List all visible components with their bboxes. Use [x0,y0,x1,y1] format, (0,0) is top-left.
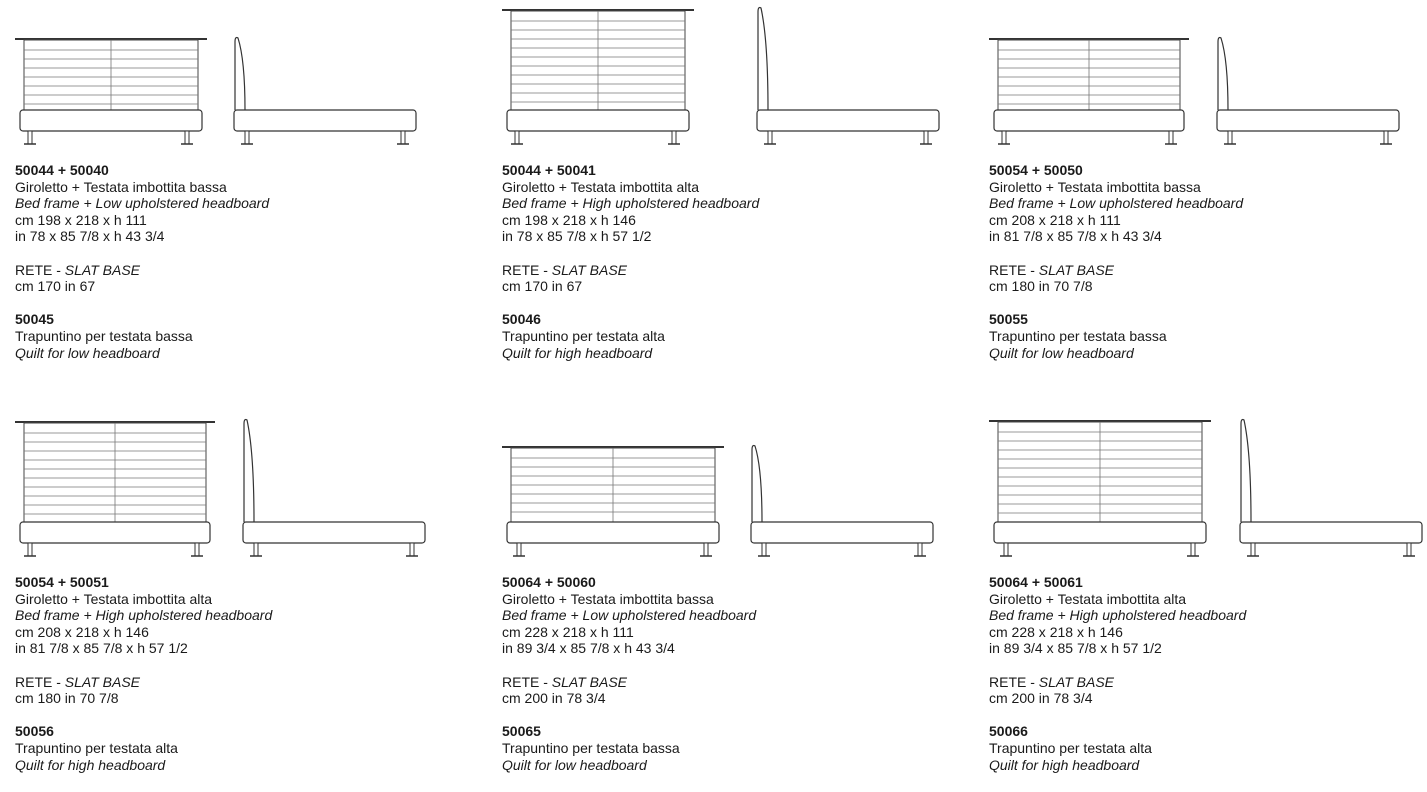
quilt-code: 50046 [502,311,541,328]
slat-base-label: RETE - SLAT BASE [502,261,628,278]
product-cell [15,0,445,380]
product-spec [989,574,1246,773]
dimensions-in: in 78 x 85 7/8 x h 43 3/4 [15,228,165,245]
quilt-name-en: Quilt for low headboard [15,344,160,361]
slat-base-dims: cm 170 in 67 [15,278,96,295]
product-name-it: Giroletto + Testata imbottita bassa [989,178,1201,195]
product-name-en: Bed frame + Low upholstered headboard [502,607,757,624]
product-spec [502,574,756,773]
dimensions-cm: cm 208 x 218 x h 111 [989,211,1121,228]
slat-base-dims: cm 180 in 70 7/8 [989,278,1093,295]
dimensions-in: in 78 x 85 7/8 x h 57 1/2 [502,228,652,245]
product-codes: 50064 + 50060 [502,574,596,590]
bed-front-drawing [989,412,1214,562]
bed-front-drawing [989,0,1194,150]
product-cell [502,412,932,792]
quilt-code: 50056 [15,723,54,740]
bed-side-drawing [750,412,935,562]
quilt-code: 50045 [15,311,54,328]
product-cell [502,0,932,380]
slat-base-label: RETE - SLAT BASE [989,261,1115,278]
product-name-it: Giroletto + Testata imbottita alta [502,178,700,195]
quilt-name-it: Trapuntino per testata bassa [502,739,680,756]
product-cell [15,412,445,792]
product-name-en: Bed frame + High upholstered headboard [502,195,760,212]
bed-side-drawing [1216,0,1401,150]
product-codes: 50054 + 50050 [989,162,1083,178]
quilt-name-it: Trapuntino per testata alta [989,739,1152,756]
product-name-en: Bed frame + Low upholstered headboard [989,195,1244,212]
quilt-code: 50055 [989,311,1028,328]
quilt-name-it: Trapuntino per testata alta [15,739,178,756]
product-spec [15,574,272,773]
slat-base-dims: cm 200 in 78 3/4 [989,690,1093,707]
product-name-it: Giroletto + Testata imbottita bassa [502,590,714,607]
quilt-name-en: Quilt for high headboard [989,756,1140,773]
dimensions-cm: cm 198 x 218 x h 146 [502,211,636,228]
dimensions-cm: cm 208 x 218 x h 146 [15,623,149,640]
dimensions-in: in 81 7/8 x 85 7/8 x h 43 3/4 [989,228,1162,245]
product-codes: 50044 + 50040 [15,162,109,178]
quilt-name-it: Trapuntino per testata alta [502,327,665,344]
dimensions-in: in 81 7/8 x 85 7/8 x h 57 1/2 [15,640,188,657]
slat-base-dims: cm 170 in 67 [502,278,583,295]
product-codes: 50044 + 50041 [502,162,596,178]
product-cell [989,412,1419,792]
dimensions-in: in 89 3/4 x 85 7/8 x h 57 1/2 [989,640,1162,657]
dimensions-cm: cm 228 x 218 x h 146 [989,623,1123,640]
slat-base-dims: cm 200 in 78 3/4 [502,690,606,707]
bed-front-drawing [502,412,727,562]
product-spec [502,162,759,361]
product-spec [15,162,269,361]
product-codes: 50064 + 50061 [989,574,1083,590]
dimensions-in: in 89 3/4 x 85 7/8 x h 43 3/4 [502,640,675,657]
slat-base-label: RETE - SLAT BASE [502,673,628,690]
product-name-en: Bed frame + High upholstered headboard [15,607,273,624]
slat-base-label: RETE - SLAT BASE [15,673,141,690]
dimensions-cm: cm 198 x 218 x h 111 [15,211,147,228]
quilt-name-it: Trapuntino per testata bassa [15,327,193,344]
product-name-it: Giroletto + Testata imbottita alta [15,590,213,607]
slat-base-label: RETE - SLAT BASE [989,673,1115,690]
quilt-name-en: Quilt for high headboard [502,344,653,361]
quilt-code: 50066 [989,723,1028,740]
slat-base-dims: cm 180 in 70 7/8 [15,690,119,707]
product-name-en: Bed frame + Low upholstered headboard [15,195,270,212]
quilt-name-it: Trapuntino per testata bassa [989,327,1167,344]
quilt-name-en: Quilt for high headboard [15,756,166,773]
quilt-code: 50065 [502,723,541,740]
product-name-it: Giroletto + Testata imbottita alta [989,590,1187,607]
dimensions-cm: cm 228 x 218 x h 111 [502,623,634,640]
bed-side-drawing [233,0,418,150]
bed-side-drawing [242,412,427,562]
quilt-name-en: Quilt for low headboard [502,756,647,773]
quilt-name-en: Quilt for low headboard [989,344,1134,361]
product-name-it: Giroletto + Testata imbottita bassa [15,178,227,195]
bed-front-drawing [502,0,702,150]
bed-side-drawing [756,0,941,150]
product-cell [989,0,1419,380]
product-codes: 50054 + 50051 [15,574,109,590]
bed-side-drawing [1239,412,1424,562]
slat-base-label: RETE - SLAT BASE [15,261,141,278]
product-spec [989,162,1243,361]
bed-front-drawing [15,0,210,150]
bed-front-drawing [15,412,220,562]
product-name-en: Bed frame + High upholstered headboard [989,607,1247,624]
